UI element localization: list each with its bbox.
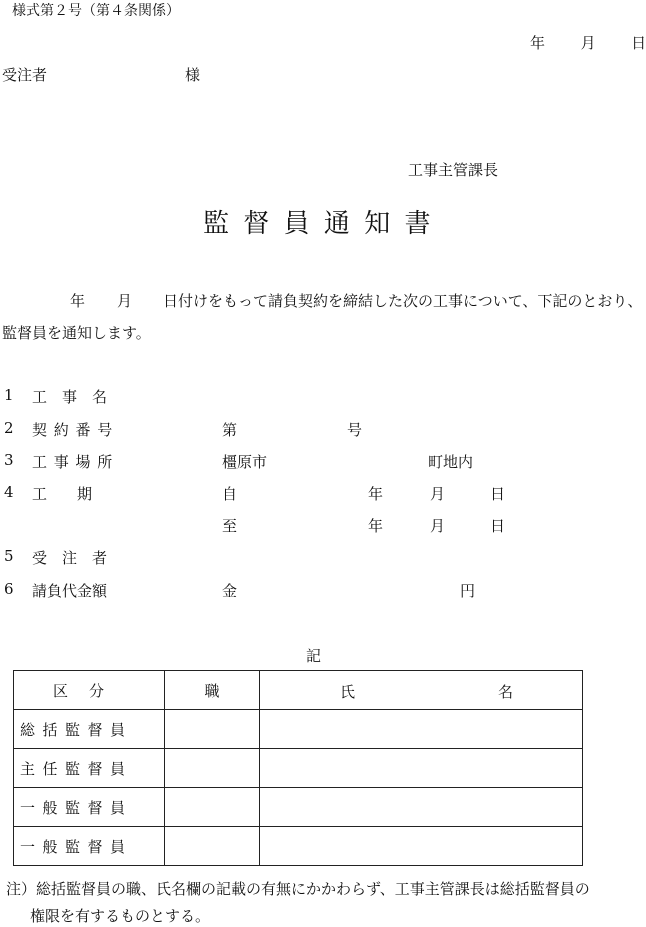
table-row: [14, 710, 583, 749]
row-label: 総括監督員: [14, 710, 165, 749]
table-header-row: [14, 671, 583, 710]
item-label: 工 期: [32, 485, 93, 503]
date-year: 年: [530, 34, 546, 52]
period-to-month: 月: [430, 517, 446, 535]
header-shi: 氏: [340, 683, 356, 701]
body-text: 日付けをもって請負契約を締結した次の工事について、下記のとおり、: [163, 292, 643, 310]
date-day: 日: [631, 34, 646, 52]
period-to: 至: [222, 517, 238, 535]
row-shoku-cell[interactable]: [165, 827, 260, 866]
item-label: 請負代金額: [32, 582, 108, 600]
supervisor-table: [13, 670, 583, 866]
row-shoku-cell[interactable]: [165, 710, 260, 749]
form-label: 様式第２号（第４条関係）: [12, 3, 180, 19]
item-label: 契約番号: [32, 421, 120, 439]
ki-heading: 記: [306, 647, 322, 665]
table-row: [14, 827, 583, 866]
amount-suffix: 円: [460, 582, 476, 600]
page-title: 監督員通知書: [203, 209, 445, 239]
site-city: 橿原市: [222, 453, 268, 471]
period-from-month: 月: [430, 485, 446, 503]
table-row: [14, 749, 583, 788]
row-shoku-cell[interactable]: [165, 788, 260, 827]
item-num: 6: [4, 580, 14, 598]
period-from: 自: [222, 485, 238, 503]
note-line-2: 権限を有するものとする。: [30, 907, 211, 925]
item-num: 3: [4, 451, 14, 469]
item-label: 受 注 者: [32, 549, 108, 567]
row-label: 一般監督員: [14, 788, 165, 827]
row-shoku-cell[interactable]: [165, 749, 260, 788]
header-date: [530, 32, 646, 53]
addressee-suffix: 様: [185, 66, 201, 84]
body-year: 年: [70, 292, 86, 310]
date-month: 月: [580, 34, 596, 52]
header-name: [260, 671, 583, 710]
contract-no-prefix: 第: [222, 421, 238, 439]
item-num: 1: [4, 386, 14, 404]
contract-no-suffix: 号: [347, 421, 363, 439]
header-mei: 名: [498, 683, 514, 701]
period-from-year: 年: [368, 485, 384, 503]
body-month: 月: [117, 292, 133, 310]
period-from-day: 日: [490, 485, 506, 503]
item-label: 工 事 名: [32, 388, 108, 406]
addressee-prefix: 受注者: [2, 66, 48, 84]
item-num: 2: [4, 419, 14, 437]
row-name-cell[interactable]: [260, 710, 583, 749]
period-to-day: 日: [490, 517, 506, 535]
row-name-cell[interactable]: [260, 749, 583, 788]
item-num: 5: [4, 547, 14, 565]
note-line-1: 注）総括監督員の職、氏名欄の記載の有無にかかわらず、工事主管課長は総括監督員の: [6, 880, 590, 898]
header-shoku: 職: [165, 671, 260, 710]
row-name-cell[interactable]: [260, 827, 583, 866]
table-row: [14, 788, 583, 827]
period-to-year: 年: [368, 517, 384, 535]
row-name-cell[interactable]: [260, 788, 583, 827]
row-label: 主任監督員: [14, 749, 165, 788]
sender: 工事主管課長: [408, 161, 499, 179]
site-town: 町地内: [428, 453, 474, 471]
header-kubun: 区分: [14, 671, 165, 710]
row-label: 一般監督員: [14, 827, 165, 866]
body-text-2: 監督員を通知します。: [2, 324, 151, 342]
item-label: 工事場所: [32, 453, 120, 471]
amount-prefix: 金: [222, 582, 238, 600]
item-num: 4: [4, 483, 14, 501]
